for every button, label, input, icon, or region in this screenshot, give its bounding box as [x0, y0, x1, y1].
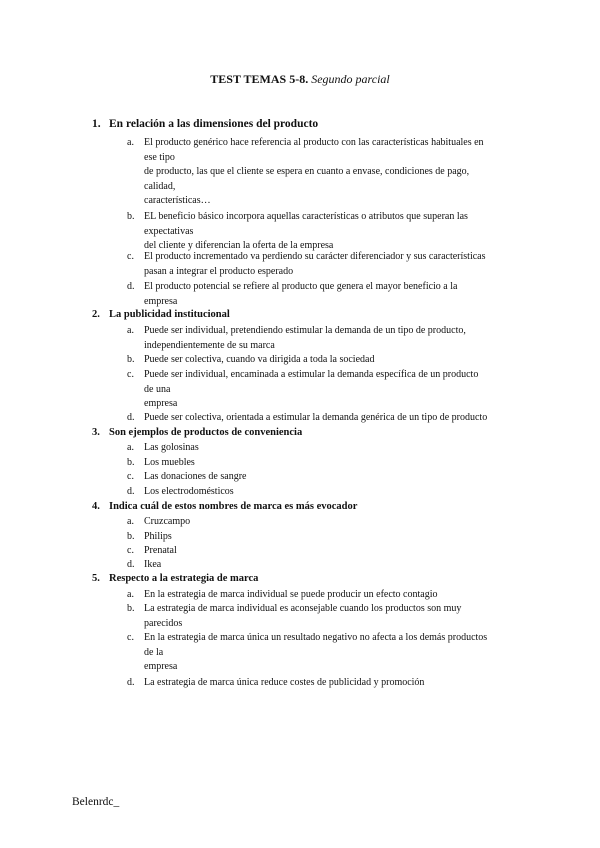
option-text [144, 676, 527, 691]
option-letter: d. [127, 486, 135, 497]
option-line: calidad, [144, 180, 176, 192]
option-line: del cliente y diferencian la oferta de la empresa [144, 240, 334, 251]
question-text: En relación a las dimensiones del producto [109, 118, 319, 130]
option-text [144, 631, 527, 675]
option-line: características… [144, 195, 211, 206]
option-text [144, 588, 527, 603]
option-line: pasan a integrar el producto esperado [144, 265, 294, 277]
page-title [0, 72, 600, 87]
question-text: La publicidad institucional [109, 309, 230, 320]
option-line: En la estrategia de marca individual se puede producir un efecto contagio [144, 589, 438, 600]
option-letter: b. [127, 354, 135, 365]
option-text [144, 602, 527, 631]
option-text [144, 210, 527, 254]
option-letter: c. [127, 632, 134, 643]
option-letter: b. [127, 603, 135, 614]
option-text [144, 456, 527, 471]
option-line: independientemente de su marca [144, 339, 275, 351]
option-text [144, 324, 527, 353]
title-main: TEST TEMAS 5-8. [210, 72, 309, 86]
option-line: empresa [144, 661, 178, 672]
option-line: Philips [144, 531, 172, 542]
option-line: La estrategia de marca individual es aconsejable cuando los productos son muy [144, 603, 462, 614]
option-line: Puede ser individual, pretendiendo estimular la demanda de un tipo de producto, [144, 325, 466, 336]
option-letter: a. [127, 442, 134, 453]
option-line: El producto genérico hace referencia al producto con las características habituales en [144, 137, 484, 148]
question-number: 5. [92, 573, 100, 584]
question-number: 4. [92, 501, 100, 512]
option-letter: c. [127, 369, 134, 380]
option-letter: b. [127, 457, 135, 468]
option-line: Ikea [144, 559, 162, 570]
option-letter: d. [127, 412, 135, 423]
option-text [144, 515, 527, 530]
option-letter: d. [127, 559, 135, 570]
option-line: de la [144, 646, 164, 658]
option-line: Puede ser individual, encaminada a estimular la demanda específica de un producto [144, 369, 479, 380]
question-heading [92, 309, 230, 320]
title-sub: Segundo parcial [311, 72, 390, 86]
option-line: El producto incrementado va perdiendo su carácter diferenciador y sus características [144, 251, 486, 262]
option-line: parecidos [144, 617, 183, 629]
question-heading [92, 427, 302, 438]
option-letter: d. [127, 281, 135, 292]
option-line: Las golosinas [144, 442, 199, 453]
option-line: expectativas [144, 225, 194, 237]
option-letter: c. [127, 251, 134, 262]
option-letter: a. [127, 325, 134, 336]
question-heading [92, 501, 357, 512]
option-line: de producto, las que el cliente se espera en cuanto a envase, condiciones de pago, [144, 166, 470, 177]
option-text [144, 250, 527, 279]
question-number: 1. [92, 118, 101, 130]
option-line: En la estrategia de marca única un resultado negativo no afecta a los demás productos [144, 632, 488, 643]
option-line: ese tipo [144, 151, 175, 163]
question-text: Indica cuál de estos nombres de marca es más evocador [109, 501, 358, 512]
author-footer: Belenrdc_ [72, 796, 120, 808]
option-line: Cruzcampo [144, 516, 191, 527]
option-line: Los muebles [144, 457, 195, 468]
option-text [144, 136, 527, 209]
question-heading [92, 118, 318, 130]
question-heading [92, 573, 258, 584]
option-line: Puede ser colectiva, orientada a estimular la demanda genérica de un tipo de producto [144, 412, 488, 423]
option-text [144, 441, 527, 456]
option-text [144, 368, 527, 412]
option-text [144, 558, 527, 573]
option-line: de una [144, 383, 171, 395]
option-line: La estrategia de marca única reduce costes de publicidad y promoción [144, 677, 425, 688]
option-letter: a. [127, 137, 134, 148]
option-text [144, 470, 527, 485]
option-text [144, 280, 527, 309]
option-letter: c. [127, 471, 134, 482]
option-letter: d. [127, 677, 135, 688]
option-line: Las donaciones de sangre [144, 471, 247, 482]
option-letter: b. [127, 211, 135, 222]
option-letter: a. [127, 516, 134, 527]
option-letter: a. [127, 589, 134, 600]
option-line: EL beneficio básico incorpora aquellas características o atributos que superan las [144, 211, 468, 222]
question-text: Son ejemplos de productos de conveniencia [109, 427, 303, 438]
option-text [144, 485, 527, 500]
question-number: 3. [92, 427, 100, 438]
option-line: empresa [144, 295, 178, 307]
option-line: Puede ser colectiva, cuando va dirigida a toda la sociedad [144, 354, 375, 365]
question-number: 2. [92, 309, 100, 320]
option-text [144, 411, 527, 426]
option-text [144, 544, 527, 559]
option-text [144, 353, 527, 368]
option-line: Prenatal [144, 545, 177, 556]
option-letter: b. [127, 531, 135, 542]
option-letter: c. [127, 545, 134, 556]
option-text [144, 530, 527, 545]
option-line: Los electrodomésticos [144, 486, 234, 497]
question-text: Respecto a la estrategia de marca [109, 573, 259, 584]
option-line: El producto potencial se refiere al producto que genera el mayor beneficio a la [144, 281, 458, 292]
option-line: empresa [144, 398, 178, 409]
